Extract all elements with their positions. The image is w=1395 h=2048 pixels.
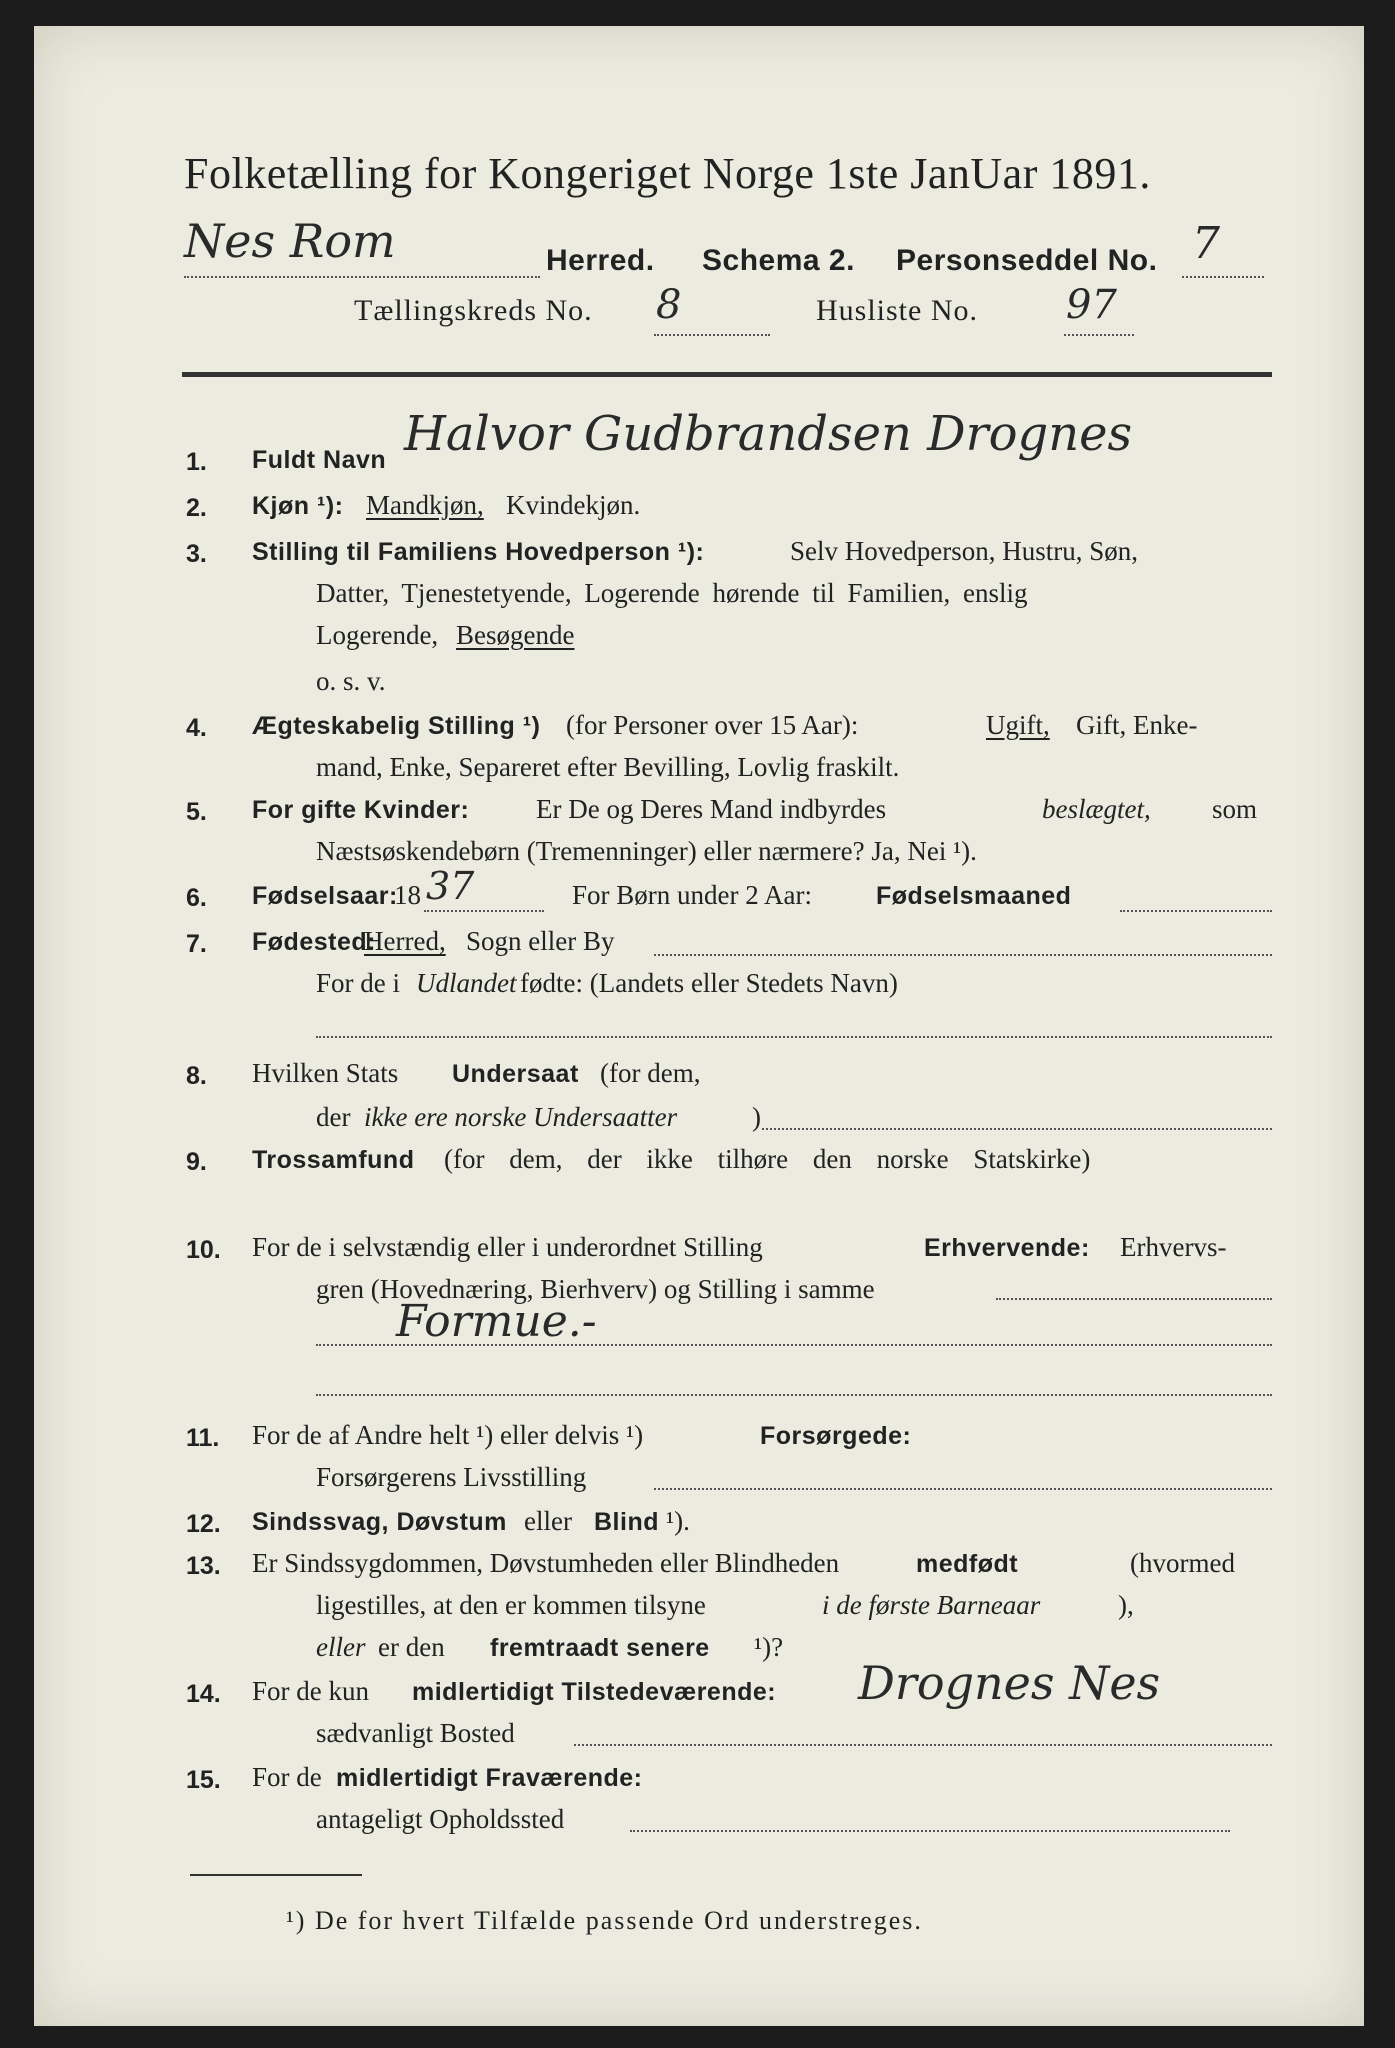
item-7-dotted [654, 954, 1272, 956]
husliste-handwritten: 97 [1066, 282, 1117, 328]
item-1-label: Fuldt Navn [252, 446, 387, 474]
item-7-label: Fødested: [252, 928, 376, 956]
item-9-label: Trossamfund [252, 1146, 415, 1174]
item-2-mandkjon: Mandkjøn, [366, 490, 484, 520]
form-title: Folketælling for Kongeriget Norge 1ste JanUar 1891. [184, 149, 1151, 198]
herred-dotted-line [184, 276, 540, 278]
personseddel-handwritten: 7 [1192, 218, 1220, 269]
item-2-number: 2. [186, 494, 207, 522]
item-14-handwritten: Drognes Nes [858, 1656, 1161, 1710]
item-8-line2-italic: ikke ere norske Undersaatter [364, 1102, 678, 1132]
item-14-dotted [574, 1744, 1272, 1746]
item-7-line2a: For de i [316, 968, 400, 998]
item-11-line2: Forsørgerens Livsstilling [316, 1462, 587, 1492]
item-4-ugift: Ugift, [986, 710, 1050, 740]
item-6-mid: For Børn under 2 Aar: [572, 880, 812, 910]
item-5-line2: Næstsøskendebørn (Tremenninger) eller nærmere? Ja, Nei ¹). [316, 836, 977, 866]
item-13-fremtraadt: fremtraadt senere [490, 1634, 710, 1662]
item-10-dotted-1 [996, 1298, 1272, 1300]
footnote-rule [190, 1874, 362, 1876]
item-7-herred: Herred, [364, 926, 446, 956]
item-3-label: Stilling til Familiens Hovedperson ¹): [252, 538, 705, 566]
item-6-prefix: 18 [394, 880, 421, 910]
item-15-dotted [630, 1830, 1230, 1832]
item-6-handwritten-year: 37 [426, 864, 475, 908]
item-7-udlandet: Udlandet [416, 968, 517, 998]
item-4-label: Ægteskabelig Stilling ¹) [252, 712, 541, 740]
item-3-line1: Selv Hovedperson, Hustru, Søn, [790, 536, 1138, 566]
item-10-line1a: For de i selvstændig eller i underordnet Stilling [252, 1232, 763, 1262]
herred-handwritten: Nes Rom [184, 214, 396, 268]
item-11-dotted [654, 1488, 1272, 1490]
item-13-medfodt: medfødt [916, 1550, 1019, 1578]
item-5-label: For gifte Kvinder: [252, 796, 470, 824]
item-13-line1c: (hvormed [1130, 1548, 1235, 1578]
personseddel-label: Personseddel No. [896, 244, 1158, 277]
item-5-som: som [1212, 794, 1258, 824]
item-10-number: 10. [186, 1236, 221, 1264]
husliste-dotted-line [1064, 334, 1134, 336]
item-14-number: 14. [186, 1680, 221, 1708]
item-12-blind: Blind [594, 1508, 659, 1536]
item-3-number: 3. [186, 540, 207, 568]
schema-label: Schema 2. [702, 244, 855, 277]
item-13-line1a: Er Sindssygdommen, Døvstumheden eller Blindheden [252, 1548, 840, 1578]
item-6-label2: Fødselsmaaned [876, 882, 1072, 910]
kreds-handwritten: 8 [656, 282, 682, 328]
item-1-number: 1. [186, 448, 207, 476]
item-9-number: 9. [186, 1148, 207, 1176]
item-13-line3c: ¹)? [754, 1632, 784, 1662]
kreds-label: Tællingskreds No. [354, 294, 593, 327]
item-10-handwritten: Formue.- [396, 1296, 597, 1347]
item-7-line2b: fødte: (Landets eller Stedets Navn) [520, 968, 898, 998]
item-7-dotted-2 [316, 1036, 1272, 1038]
item-3-line3a: Logerende, [316, 620, 439, 650]
item-4-number: 4. [186, 714, 207, 742]
personseddel-dotted-line [1182, 276, 1264, 278]
item-10-dotted-2 [316, 1344, 1272, 1346]
item-12-end: ¹). [666, 1506, 690, 1536]
item-6-label: Fødselsaar: [252, 882, 398, 910]
item-11-forsorgede: Forsørgede: [760, 1422, 912, 1450]
footnote: ¹) De for hvert Tilfælde passende Ord understreges. [286, 1906, 923, 1935]
herred-label: Herred. [546, 244, 655, 277]
item-3-besogende: Besøgende [456, 620, 575, 650]
item-14-line1a: For de kun [252, 1676, 369, 1706]
item-3-line4: o. s. v. [316, 666, 386, 696]
item-2-label: Kjøn ¹): [252, 492, 344, 520]
item-5-line1: Er De og Deres Mand indbyrdes [536, 794, 887, 824]
item-13-eller: eller [316, 1632, 366, 1662]
item-9-rest: (for dem, der ikke tilhøre den norske Statskirke) [444, 1144, 1091, 1174]
item-13-line2a: ligestilles, at den er kommen tilsyne [316, 1590, 706, 1620]
item-11-line1a: For de af Andre helt ¹) eller delvis ¹) [252, 1420, 644, 1450]
item-14-line2: sædvanligt Bosted [316, 1718, 515, 1748]
item-8-line1a: Hvilken Stats [252, 1058, 399, 1088]
item-5-beslaegtet: beslægtet, [1042, 794, 1151, 824]
item-8-line2a: der [316, 1102, 351, 1132]
item-6-month-dotted [1120, 910, 1272, 912]
item-13-line3a: er den [378, 1632, 445, 1662]
item-13-line2-italic: i de første Barneaar [822, 1590, 1041, 1620]
item-10-dotted-3 [316, 1394, 1272, 1396]
item-13-number: 13. [186, 1552, 221, 1580]
item-14-label: midlertidigt Tilstedeværende: [412, 1678, 777, 1706]
item-15-line2: antageligt Opholdssted [316, 1804, 565, 1834]
census-form-page [34, 26, 1364, 2026]
item-15-label: midlertidigt Fraværende: [336, 1764, 643, 1792]
header-rule [182, 372, 1272, 377]
item-5-number: 5. [186, 798, 207, 826]
item-4-line2: mand, Enke, Separeret efter Bevilling, Lovlig fraskilt. [316, 752, 900, 782]
item-8-undersaat: Undersaat [452, 1060, 579, 1088]
item-1-handwritten-name: Halvor Gudbrandsen Drognes [404, 406, 1133, 462]
item-8-line1c: (for dem, [600, 1058, 701, 1088]
item-15-number: 15. [186, 1766, 221, 1794]
item-15-line1a: For de [252, 1762, 322, 1792]
item-12-mid: eller [524, 1506, 572, 1536]
item-11-number: 11. [186, 1424, 220, 1452]
kreds-dotted-line [654, 334, 770, 336]
item-10-line2: gren (Hovednæring, Bierhverv) og Stilling i samme [316, 1274, 875, 1304]
item-12-number: 12. [186, 1510, 221, 1538]
item-10-erhvervende: Erhvervende: [924, 1234, 1090, 1262]
item-6-number: 6. [186, 884, 207, 912]
item-10-line1c: Erhvervs- [1120, 1232, 1227, 1262]
item-4-line1c: Gift, Enke- [1076, 710, 1198, 740]
item-7-number: 7. [186, 930, 207, 958]
item-3-line2: Datter, Tjenestetyende, Logerende hørende til Familien, enslig [316, 578, 1028, 608]
item-13-line2b: ), [1118, 1590, 1134, 1620]
husliste-label: Husliste No. [816, 294, 978, 327]
item-2-kvindekjon: Kvindekjøn. [506, 490, 641, 520]
item-8-number: 8. [186, 1062, 207, 1090]
item-12-label: Sindssvag, Døvstum [252, 1508, 507, 1536]
item-7-sogn: Sogn eller By [466, 926, 615, 956]
item-4-line1a: (for Personer over 15 Aar): [566, 710, 859, 740]
item-6-year-dotted [424, 910, 544, 912]
item-8-line2b: ) [752, 1102, 761, 1132]
item-8-dotted [762, 1128, 1272, 1130]
